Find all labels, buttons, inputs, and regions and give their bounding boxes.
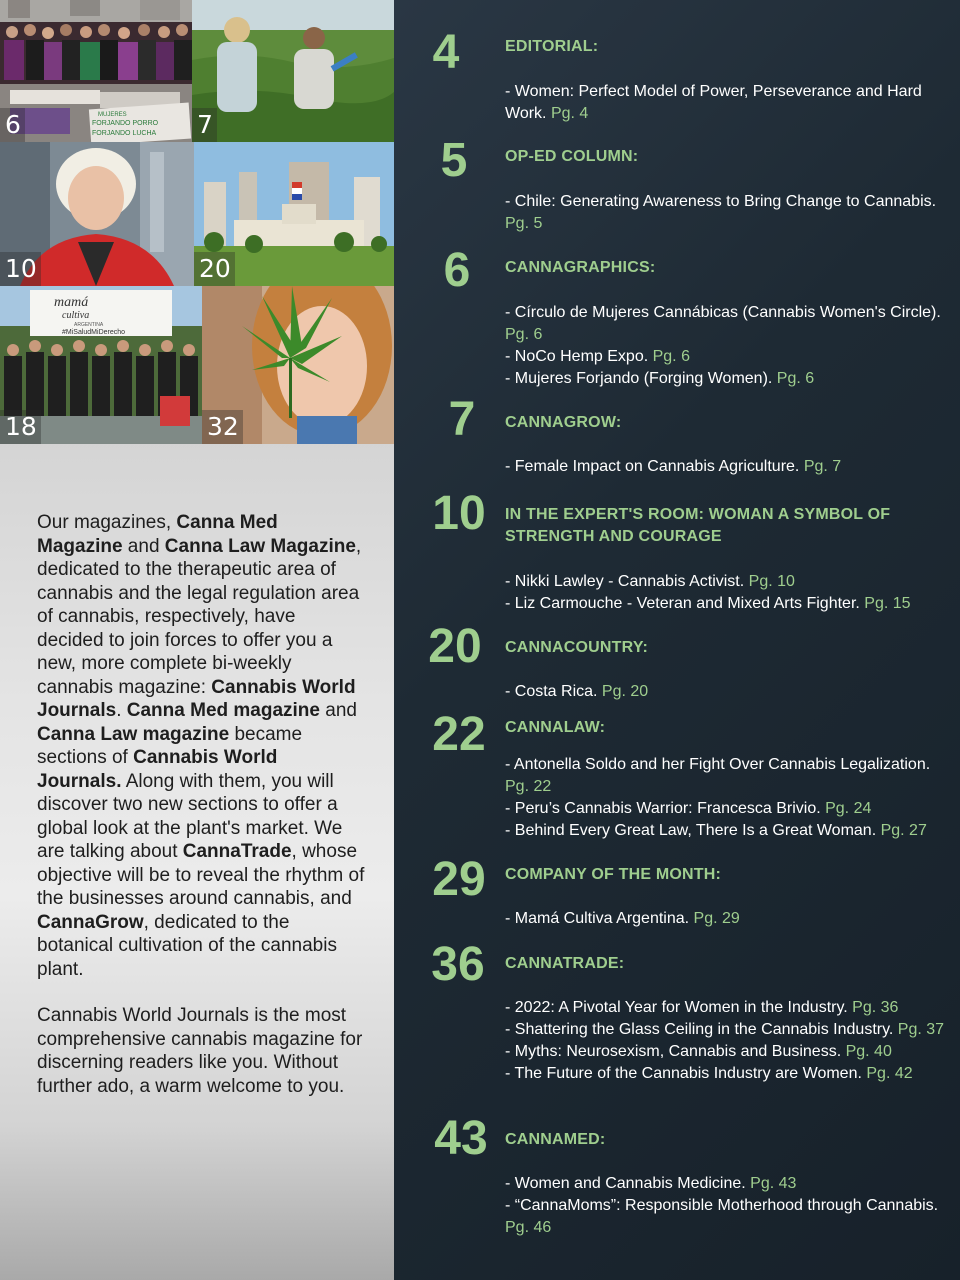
- intro-text-run: , dedicated to the botanical cultivation of the cannabis plant.: [37, 911, 337, 980]
- toc-entry-page: Pg. 10: [748, 573, 795, 590]
- intro-bold-run: Canna Law Magazine: [164, 535, 356, 557]
- toc-entry-title: - Liz Carmouche - Veteran and Mixed Arts Fighter.: [505, 595, 865, 612]
- photo-page-label: 18: [0, 410, 41, 444]
- toc-entry-title: - Female Impact on Cannabis Agriculture.: [505, 458, 804, 475]
- toc-entry-page: Pg. 42: [866, 1065, 913, 1082]
- toc-entry-page: Pg. 22: [505, 778, 552, 795]
- intro-text-run: , whose objective will be to reveal the rhythm of the businesses around cannabis, and: [37, 841, 365, 909]
- section-title: EDITORIAL:: [505, 38, 599, 55]
- photo-group: [0, 286, 202, 444]
- toc-entry-title: - 2022: A Pivotal Year for Women in the Industry.: [505, 999, 853, 1016]
- section-page-number: 20: [428, 620, 482, 673]
- intro-text-run: and: [122, 535, 165, 557]
- photo-page-label: 32: [202, 410, 243, 444]
- section-title: CANNALAW:: [505, 719, 606, 736]
- toc-entry-title: - Chile: Generating Awareness to Bring Change to Cannabis.: [505, 193, 937, 210]
- toc-entry: [505, 681, 945, 703]
- section-title: CANNAMED:: [505, 1131, 606, 1148]
- toc-entry-page: Pg. 7: [803, 458, 842, 475]
- section-items: [505, 681, 945, 703]
- photo-march: [0, 0, 192, 142]
- toc-entry: [505, 571, 945, 593]
- toc-entry: [505, 820, 945, 842]
- intro-text-run: and: [319, 700, 357, 721]
- toc-entry: [505, 1019, 945, 1041]
- intro-text-run: Our magazines,: [37, 512, 177, 533]
- section-items: [505, 81, 945, 125]
- toc-entry-title: - Women: Perfect Model of Power, Perseverance and Hard Work.: [505, 83, 922, 122]
- toc-entry: [505, 1173, 945, 1195]
- sign-text-3: ARGENTINA: [74, 322, 104, 328]
- toc-entry-page: Pg. 4: [550, 105, 589, 122]
- toc-entry: [505, 368, 945, 390]
- intro-bold-run: Cannabis World Journals.: [37, 747, 278, 792]
- photo-page-label: 10: [0, 252, 41, 286]
- toc-entry-page: Pg. 24: [825, 800, 872, 817]
- photo-city: [194, 142, 394, 286]
- section-page-number: 43: [434, 1112, 488, 1165]
- toc-entry-page: Pg. 20: [601, 683, 649, 700]
- intro-text: [37, 511, 367, 1121]
- march-image: [0, 0, 192, 142]
- toc-entry-title: - NoCo Hemp Expo.: [505, 348, 653, 365]
- section-items: [505, 908, 945, 930]
- toc-entry: [505, 81, 945, 125]
- section-title: IN THE EXPERT'S ROOM: WOMAN A SYMBOL OF STRENGTH AND COURAGE: [505, 506, 891, 545]
- photo-portrait: [0, 142, 194, 286]
- banner-text-2: FORJANDO PORRO: [92, 120, 159, 127]
- section-title: CANNACOUNTRY:: [505, 639, 649, 656]
- toc-entry-page: Pg. 29: [693, 910, 740, 927]
- toc-entry-page: Pg. 43: [750, 1175, 797, 1192]
- table-of-contents: [394, 0, 960, 1280]
- toc-entry-page: Pg. 46: [505, 1219, 552, 1236]
- intro-text-run: , dedicated to the therapeutic area of cannabis and the legal regulation area of cannabis, respectively, have decided to join forces to offer you a new, more complete bi-weekly cannabis magazine:: [37, 535, 362, 698]
- sign-text-1: mamá: [54, 295, 89, 310]
- toc-entry-title: - Shattering the Glass Ceiling in the Cannabis Industry.: [505, 1021, 898, 1038]
- intro-bold-run: Cannabis World Journals: [37, 676, 356, 721]
- section-title: CANNAGROW:: [505, 414, 622, 431]
- toc-entry-title: - Women and Cannabis Medicine.: [505, 1175, 751, 1192]
- section-page-number: 7: [448, 393, 476, 446]
- toc-entry: [505, 754, 945, 798]
- section-items: [505, 754, 945, 842]
- toc-entry-title: - “CannaMoms”: Responsible Motherhood through Cannabis.: [505, 1197, 939, 1214]
- intro-paragraph-2: Cannabis World Journals is the most comprehensive cannabis magazine for discerning readers like you. Without further ado, a warm welcome to you.: [37, 1005, 363, 1097]
- toc-entry-title: - Círculo de Mujeres Cannábicas (Cannabis Women's Circle).: [505, 304, 941, 321]
- toc-entry-title: - Costa Rica.: [505, 683, 602, 700]
- field-image: [192, 0, 394, 142]
- toc-entry-page: Pg. 6: [776, 370, 815, 387]
- section-title: COMPANY OF THE MONTH:: [505, 866, 722, 883]
- sign-text-4: #MiSaludMiDerecho: [62, 329, 126, 336]
- section-page-number: 4: [432, 26, 460, 79]
- toc-entry-page: Pg. 40: [845, 1043, 892, 1060]
- toc-entry: [505, 456, 945, 478]
- section-items: [505, 302, 945, 390]
- section-title: CANNATRADE:: [505, 955, 625, 972]
- toc-entry: [505, 346, 945, 368]
- intro-text-run: Along with them, you will discover two new sections to offer a global look at the plant's market. We are talking about: [37, 770, 343, 862]
- toc-entry-title: - Peru’s Cannabis Warrior: Francesca Brivio.: [505, 800, 826, 817]
- intro-bold-run: CannaTrade: [182, 841, 292, 862]
- section-page-number: 6: [443, 244, 471, 297]
- intro-bold-run: Canna Law magazine: [37, 723, 230, 745]
- section-page-number: 5: [440, 134, 468, 187]
- section-items: [505, 191, 945, 235]
- banner-text-1: MUJERES: [98, 112, 127, 118]
- toc-entry: [505, 302, 945, 346]
- toc-entry-page: Pg. 6: [505, 326, 543, 343]
- toc-entry-page: Pg. 6: [652, 348, 690, 365]
- toc-entry-title: - Nikki Lawley - Cannabis Activist.: [505, 573, 749, 590]
- toc-entry-title: - The Future of the Cannabis Industry are Women.: [505, 1065, 867, 1082]
- sign-text-2: cultiva: [62, 310, 90, 321]
- toc-entry-title: - Behind Every Great Law, There Is a Great Woman.: [505, 822, 881, 839]
- intro-text-run: became sections of: [37, 723, 303, 768]
- section-items: [505, 571, 945, 615]
- section-items: [505, 1173, 945, 1239]
- toc-entry-title: - Mujeres Forjando (Forging Women).: [505, 370, 777, 387]
- toc-entry-title: - Myths: Neurosexism, Cannabis and Business.: [505, 1043, 846, 1060]
- section-page-number: 10: [432, 487, 486, 540]
- left-panel: [0, 0, 394, 1280]
- section-items: [505, 456, 945, 478]
- section-title: OP-ED COLUMN:: [505, 148, 639, 165]
- intro-bold-run: Canna Med Magazine: [37, 512, 278, 557]
- toc-entry-title: - Antonella Soldo and her Fight Over Cannabis Legalization.: [505, 756, 931, 773]
- section-page-number: 36: [431, 938, 485, 991]
- toc-entry-page: Pg. 36: [852, 999, 899, 1016]
- intro-bold-run: Canna Med magazine: [126, 700, 320, 721]
- section-title: CANNAGRAPHICS:: [505, 259, 656, 276]
- photo-page-label: 7: [192, 108, 217, 142]
- photo-leaf: [202, 286, 394, 444]
- toc-entry: [505, 191, 945, 235]
- photo-page-label: 6: [0, 108, 25, 142]
- toc-entry-page: Pg. 27: [880, 822, 927, 839]
- banner-text-3: FORJANDO LUCHA: [92, 130, 157, 137]
- toc-entry: [505, 1041, 945, 1063]
- toc-entry: [505, 798, 945, 820]
- photo-field: [192, 0, 394, 142]
- toc-entry: [505, 908, 945, 930]
- toc-entry-page: Pg. 37: [897, 1021, 945, 1038]
- section-page-number: 29: [432, 853, 486, 906]
- section-items: [505, 997, 945, 1085]
- toc-entry: [505, 1063, 945, 1085]
- intro-bold-run: CannaGrow: [37, 911, 144, 933]
- toc-entry-page: Pg. 5: [505, 215, 543, 232]
- intro-paragraph-1: [37, 511, 367, 981]
- toc-entry: [505, 997, 945, 1019]
- intro-text-run: .: [116, 700, 127, 721]
- photo-page-label: 20: [194, 252, 235, 286]
- toc-entry: [505, 593, 945, 615]
- toc-entry-page: Pg. 15: [864, 595, 911, 612]
- section-page-number: 22: [432, 708, 486, 761]
- toc-entry-title: - Mamá Cultiva Argentina.: [505, 910, 694, 927]
- toc-entry: [505, 1195, 945, 1239]
